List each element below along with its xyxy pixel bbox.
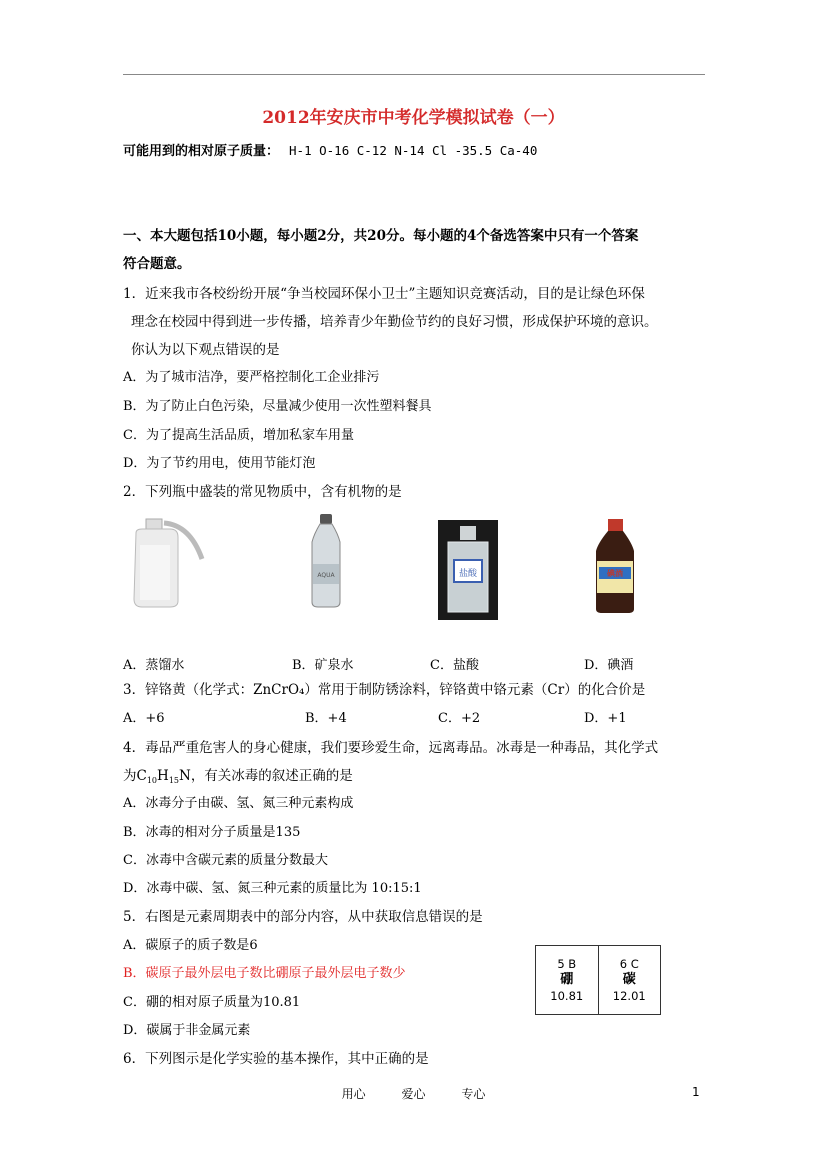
atomic-mass-line <box>123 140 537 159</box>
element-number: 6 C <box>619 957 639 971</box>
header-rule <box>123 74 705 75</box>
footer-item: 专心 <box>461 1087 486 1101</box>
q2-option-c: C．盐酸 <box>430 658 479 673</box>
q3-option-c: C．+2 <box>438 711 481 726</box>
q5-option-c: C．硼的相对原子质量为10.81 <box>123 995 301 1010</box>
q3-option-b: B．+4 <box>305 711 347 726</box>
q2-stem: 2．下列瓶中盛装的常见物质中，含有机物的是 <box>123 484 402 500</box>
iodine-tincture-bottle-image <box>588 517 643 615</box>
page-title: 2012年安庆市中考化学模拟试卷（一） <box>262 108 565 128</box>
iodine-label-text: 碘酒 <box>607 569 623 578</box>
q4-stem-line1: 4．毒品严重危害人的身心健康，我们要珍爱生命，远离毒品。冰毒是一种毒品，其化学式 <box>123 740 659 756</box>
element-number: 5 B <box>557 957 577 971</box>
element-name: 碳 <box>622 972 636 987</box>
q4-formula-post: N，有关冰毒的叙述正确的是 <box>179 768 353 784</box>
q4-formula-h: H <box>157 768 169 784</box>
svg-text:AQUA: AQUA <box>317 572 335 579</box>
element-mass: 10.81 <box>550 989 584 1003</box>
q3-option-a: A．+6 <box>123 711 165 726</box>
q1-option-a: A．为了城市洁净，要严格控制化工企业排污 <box>123 370 380 385</box>
q1-option-d: D．为了节约用电，使用节能灯泡 <box>123 456 316 471</box>
q1-option-c: C．为了提高生活品质，增加私家车用量 <box>123 428 354 443</box>
hydrochloric-acid-bottle-image <box>438 520 498 620</box>
atomic-mass-label: 可能用到的相对原子质量： <box>123 144 280 159</box>
q1-option-b: B．为了防止白色污染，尽量减少使用一次性塑料餐具 <box>123 399 432 414</box>
element-cell-boron <box>536 946 598 1014</box>
q4-option-b: B．冰毒的相对分子质量是135 <box>123 825 301 840</box>
q1-stem-line1: 1．近来我市各校纷纷开展“争当校园环保小卫士”主题知识竞赛活动，目的是让绿色环保 <box>123 286 645 302</box>
footer-item: 用心 <box>341 1087 366 1101</box>
q2-option-a: A．蒸馏水 <box>123 658 185 673</box>
q3-option-d: D．+1 <box>584 711 627 726</box>
q5-stem: 5．右图是元素周期表中的部分内容，从中获取信息错误的是 <box>123 909 483 925</box>
q6-stem: 6．下列图示是化学实验的基本操作，其中正确的是 <box>123 1051 429 1067</box>
footer-item: 爱心 <box>401 1087 426 1101</box>
q2-option-d: D．碘酒 <box>584 658 634 673</box>
element-cell-carbon <box>598 946 661 1014</box>
page-footer <box>0 1085 827 1102</box>
q4-option-d: D．冰毒中碳、氢、氮三种元素的质量比为 10:15:1 <box>123 881 422 896</box>
q3-stem: 3．锌铬黄（化学式：ZnCrO₄）常用于制防锈涂料，锌铬黄中铬元素（Cr）的化合价是 <box>123 682 646 698</box>
q1-stem-line3: 你认为以下观点错误的是 <box>131 342 280 358</box>
q5-option-d: D．碳属于非金属元素 <box>123 1023 251 1038</box>
element-name: 硼 <box>560 972 574 987</box>
q4-formula-pre: 为C <box>123 768 147 784</box>
section-heading-cont: 符合题意。 <box>123 256 191 272</box>
q5-option-a: A．碳原子的质子数是6 <box>123 938 258 953</box>
q4-formula-sub-c: 10 <box>146 776 158 785</box>
element-mass: 12.01 <box>612 989 646 1003</box>
periodic-table-excerpt <box>535 945 661 1015</box>
q4-formula-sub-h: 15 <box>168 776 179 785</box>
section-heading: 一、本大题包括10小题，每小题2分，共20分。每小题的4个备选答案中只有一个答案 <box>123 228 639 244</box>
hcl-label-text: 盐酸 <box>458 569 478 579</box>
q4-option-a: A．冰毒分子由碳、氢、氮三种元素构成 <box>123 796 354 811</box>
q1-stem-line2: 理念在校园中得到进一步传播，培养青少年勤俭节约的良好习惯，形成保护环境的意识。 <box>131 314 658 330</box>
q4-option-c: C．冰毒中含碳元素的质量分数最大 <box>123 853 328 868</box>
mineral-water-bottle-image <box>306 512 346 609</box>
q2-option-b: B．矿泉水 <box>292 658 354 673</box>
q4-stem-line2 <box>123 764 353 784</box>
wash-bottle-image <box>130 515 210 610</box>
q5-option-b: B．碳原子最外层电子数比硼原子最外层电子数少 <box>123 966 406 981</box>
page-number: 1 <box>692 1085 700 1099</box>
atomic-mass-values: H-1 O-16 C-12 N-14 Cl -35.5 Ca-40 <box>289 143 538 158</box>
